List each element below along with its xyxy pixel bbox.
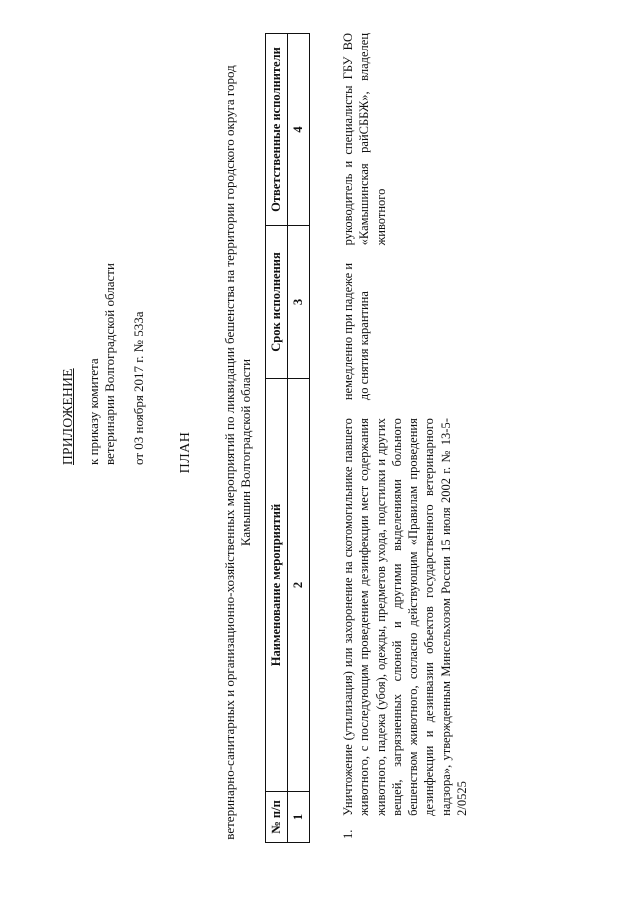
plan-table (265, 33, 310, 843)
header-activity: Наименование мероприятий (266, 379, 288, 792)
annex-block (60, 165, 147, 465)
annex-title: ПРИЛОЖЕНИЕ (60, 368, 75, 465)
header-deadline: Срок исполнения (266, 226, 288, 379)
annex-date: от 03 ноября 2017 г. № 533а (131, 311, 147, 465)
column-number-4: 4 (288, 34, 310, 226)
row-executors: руководитель и специалисты ГБУ ВО «Камышинская райСББЖ», владелец животного (341, 32, 388, 246)
plan-title: ПЛАН (178, 431, 193, 474)
row-activity: Уничтожение (утилизация) или захоронение на скотомогильнике павшего животного, с последующим проведением дезинфекции мест содержания животного, падежа (убоя), одежды, предметов ухода, подстилки и других вещей, загрязненных слюной и другими выделениями больного бешенством животного, согласно действующим «Правилам проведения дезинфекции и дезинвазии объектов государственного ветеринарного надзора», утвержденным Минсельхозом России 15 июля 2002 г. № 13-5-2/0525 (341, 418, 469, 816)
annex-committee-line: ветеринарии Волгоградской области (101, 263, 117, 465)
header-executors: Ответственные исполнители (266, 34, 288, 226)
plan-subtitle: ветеринарно-санитарных и организационно-хозяйственных мероприятий по ликвидации бешенства на территории городского округа город Камышин Волгоградской области (222, 65, 254, 840)
column-number-1: 1 (288, 792, 310, 843)
row-number: 1. (341, 829, 355, 839)
row-deadline: немедленно при падеже и до снятия карантина (341, 262, 372, 401)
column-number-3: 3 (288, 226, 310, 379)
annex-order-line: к приказу комитета (86, 358, 102, 465)
table-header-row (266, 34, 288, 843)
table-row (340, 33, 470, 843)
header-number: № п/п (266, 792, 288, 843)
table-column-numbers-row (288, 34, 310, 843)
column-number-2: 2 (288, 379, 310, 792)
